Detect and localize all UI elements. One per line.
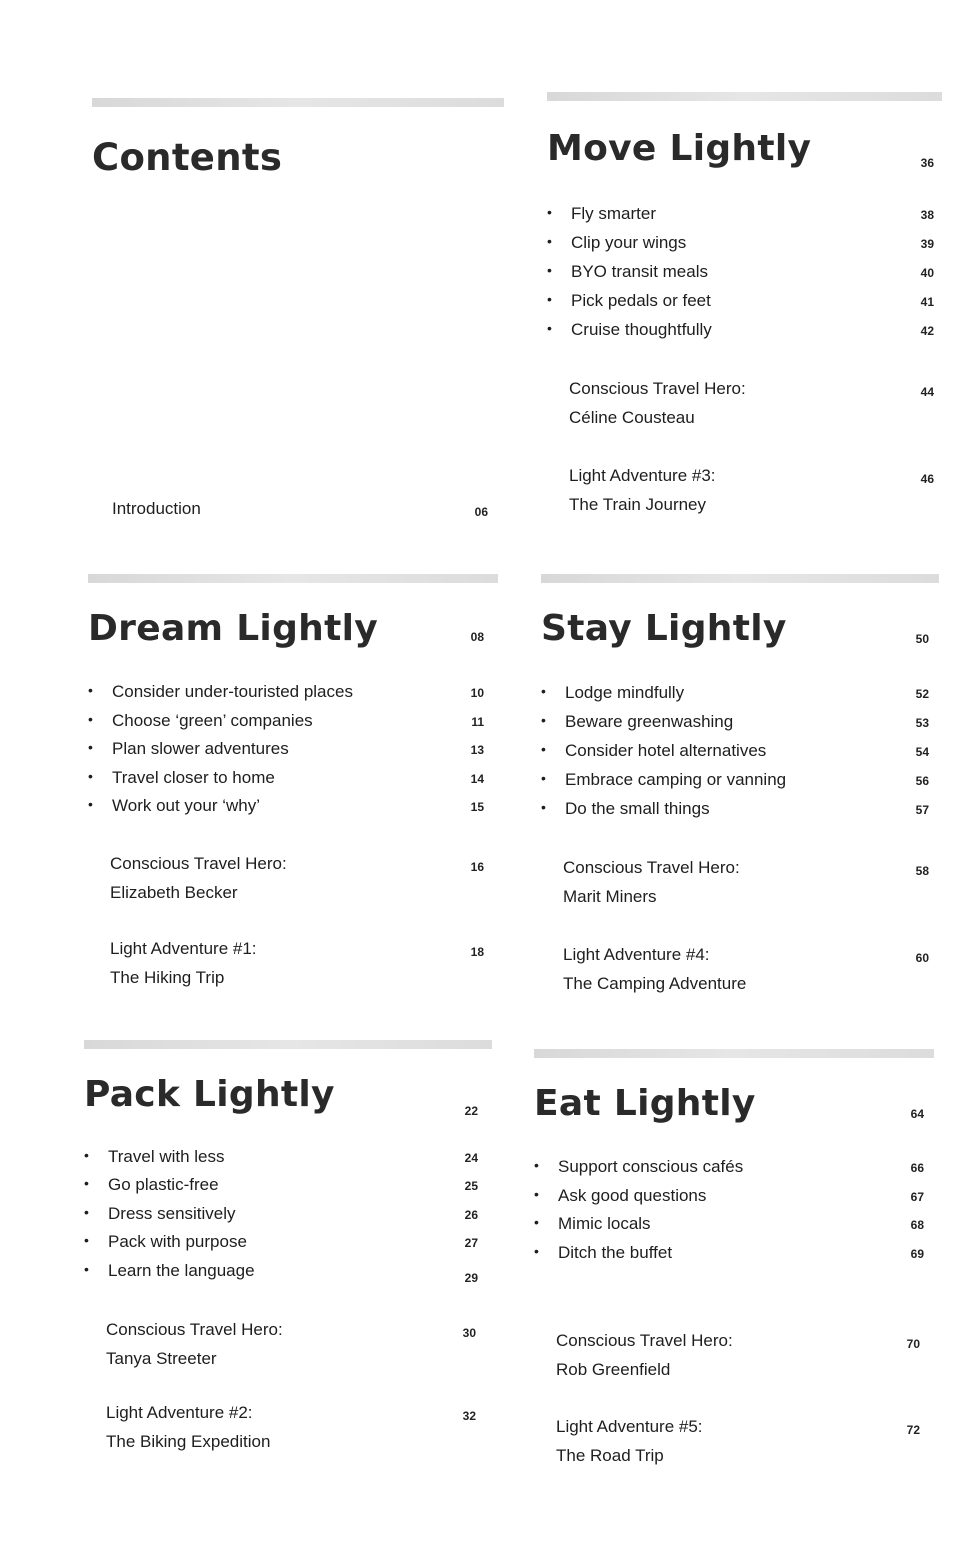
- contents-title: Contents: [92, 136, 283, 179]
- section-rule: [534, 1049, 934, 1058]
- list-item[interactable]: • Consider hotel alternatives 54: [541, 741, 929, 760]
- list-item[interactable]: • Learn the language 29: [84, 1261, 478, 1285]
- bullet-icon: •: [84, 1175, 89, 1191]
- adventure-entry[interactable]: [110, 934, 484, 992]
- adventure-entry[interactable]: [106, 1398, 476, 1456]
- hero-line2: Elizabeth Becker: [110, 883, 238, 902]
- adventure-entry[interactable]: [569, 461, 934, 519]
- adventure-line1: Light Adventure #5:: [556, 1417, 703, 1436]
- bullet-icon: •: [88, 739, 93, 755]
- bullet-icon: •: [88, 768, 93, 784]
- bullet-icon: •: [84, 1204, 89, 1220]
- bullet-icon: •: [541, 712, 546, 728]
- adventure-line1: Light Adventure #3:: [569, 466, 716, 485]
- hero-entry[interactable]: [556, 1326, 920, 1384]
- adventure-page: 46: [920, 472, 934, 486]
- bullet-icon: •: [88, 711, 93, 727]
- bullet-icon: •: [88, 682, 93, 698]
- contents-rule: [92, 98, 504, 107]
- hero-entry[interactable]: [110, 849, 484, 907]
- section-page: 36: [920, 156, 934, 170]
- adventure-line2: The Camping Adventure: [563, 974, 747, 993]
- bullet-icon: •: [541, 683, 546, 699]
- list-item[interactable]: • Dress sensitively 26: [84, 1204, 478, 1223]
- list-item[interactable]: • Ask good questions 67: [534, 1186, 924, 1205]
- section-rule: [84, 1040, 492, 1049]
- list-item[interactable]: • Go plastic-free 25: [84, 1175, 478, 1194]
- section-rule: [547, 92, 942, 101]
- list-item[interactable]: • Ditch the buffet 69: [534, 1243, 924, 1262]
- list-item[interactable]: • Travel with less 24: [84, 1147, 478, 1166]
- bullet-icon: •: [541, 799, 546, 815]
- bullet-icon: •: [547, 320, 552, 336]
- hero-line1: Conscious Travel Hero:: [569, 379, 746, 398]
- bullet-icon: •: [84, 1261, 89, 1277]
- adventure-line1: Light Adventure #4:: [563, 945, 710, 964]
- adventure-entry[interactable]: [556, 1412, 920, 1470]
- section-title: Stay Lightly: [541, 608, 787, 649]
- hero-page: 16: [470, 860, 484, 874]
- list-item[interactable]: • Embrace camping or vanning 56: [541, 770, 929, 789]
- list-item[interactable]: • Work out your ‘why’ 15: [88, 796, 484, 815]
- section-title: Eat Lightly: [534, 1083, 756, 1124]
- list-item[interactable]: • Cruise thoughtfully 42: [547, 320, 934, 339]
- list-item[interactable]: • Pack with purpose 27: [84, 1232, 478, 1251]
- list-item[interactable]: • Fly smarter 38: [547, 204, 934, 223]
- bullet-icon: •: [547, 291, 552, 307]
- hero-line1: Conscious Travel Hero:: [106, 1320, 283, 1339]
- hero-line2: Tanya Streeter: [106, 1349, 217, 1368]
- section-title: Move Lightly: [547, 128, 812, 169]
- bullet-icon: •: [541, 741, 546, 757]
- section-title: Dream Lightly: [88, 608, 378, 649]
- bullet-icon: •: [88, 796, 93, 812]
- bullet-icon: •: [534, 1186, 539, 1202]
- hero-page: 58: [915, 864, 929, 878]
- intro-entry[interactable]: [112, 494, 488, 523]
- hero-line1: Conscious Travel Hero:: [110, 854, 287, 873]
- hero-page: 70: [906, 1337, 920, 1351]
- list-item[interactable]: • Choose ‘green’ companies 11: [88, 711, 484, 730]
- hero-line2: Céline Cousteau: [569, 408, 695, 427]
- hero-line1: Conscious Travel Hero:: [556, 1331, 733, 1350]
- adventure-line2: The Road Trip: [556, 1446, 664, 1465]
- bullet-icon: •: [534, 1157, 539, 1173]
- hero-page: 30: [462, 1326, 476, 1340]
- adventure-page: 32: [462, 1409, 476, 1423]
- intro-label: Introduction: [112, 499, 201, 518]
- hero-line1: Conscious Travel Hero:: [563, 858, 740, 877]
- section-page: 08: [470, 630, 484, 644]
- intro-page: 06: [474, 505, 488, 519]
- section-title: Pack Lightly: [84, 1074, 335, 1115]
- list-item[interactable]: • Mimic locals 68: [534, 1214, 924, 1233]
- bullet-icon: •: [541, 770, 546, 786]
- adventure-line2: The Train Journey: [569, 495, 707, 514]
- list-item[interactable]: • Lodge mindfully 52: [541, 683, 929, 702]
- hero-entry[interactable]: [563, 853, 929, 911]
- section-rule: [88, 574, 498, 583]
- bullet-icon: •: [84, 1147, 89, 1163]
- list-item[interactable]: • BYO transit meals 40: [547, 262, 934, 281]
- hero-entry[interactable]: [569, 374, 934, 432]
- list-item[interactable]: • Support conscious cafés 66: [534, 1157, 924, 1176]
- section-page: 50: [915, 632, 929, 646]
- bullet-icon: •: [534, 1214, 539, 1230]
- adventure-line1: Light Adventure #1:: [110, 939, 257, 958]
- list-item[interactable]: • Pick pedals or feet 41: [547, 291, 934, 310]
- list-item[interactable]: • Clip your wings 39: [547, 233, 934, 252]
- bullet-icon: •: [547, 262, 552, 278]
- hero-page: 44: [920, 385, 934, 399]
- hero-entry[interactable]: [106, 1315, 476, 1373]
- hero-line2: Rob Greenfield: [556, 1360, 671, 1379]
- list-item[interactable]: • Beware greenwashing 53: [541, 712, 929, 731]
- hero-line2: Marit Miners: [563, 887, 657, 906]
- list-item[interactable]: • Consider under-touristed places 10: [88, 682, 484, 701]
- adventure-page: 72: [906, 1423, 920, 1437]
- list-item[interactable]: • Do the small things 57: [541, 799, 929, 818]
- section-rule: [541, 574, 939, 583]
- bullet-icon: •: [547, 204, 552, 220]
- adventure-page: 60: [915, 951, 929, 965]
- bullet-icon: •: [547, 233, 552, 249]
- adventure-page: 18: [470, 945, 484, 959]
- list-item[interactable]: • Travel closer to home 14: [88, 768, 484, 787]
- adventure-line2: The Biking Expedition: [106, 1432, 271, 1451]
- adventure-line2: The Hiking Trip: [110, 968, 225, 987]
- adventure-entry[interactable]: [563, 940, 929, 998]
- bullet-icon: •: [84, 1232, 89, 1248]
- section-page: 64: [910, 1107, 924, 1121]
- adventure-line1: Light Adventure #2:: [106, 1403, 253, 1422]
- section-page: 22: [464, 1104, 478, 1118]
- list-item[interactable]: • Plan slower adventures 13: [88, 739, 484, 758]
- bullet-icon: •: [534, 1243, 539, 1259]
